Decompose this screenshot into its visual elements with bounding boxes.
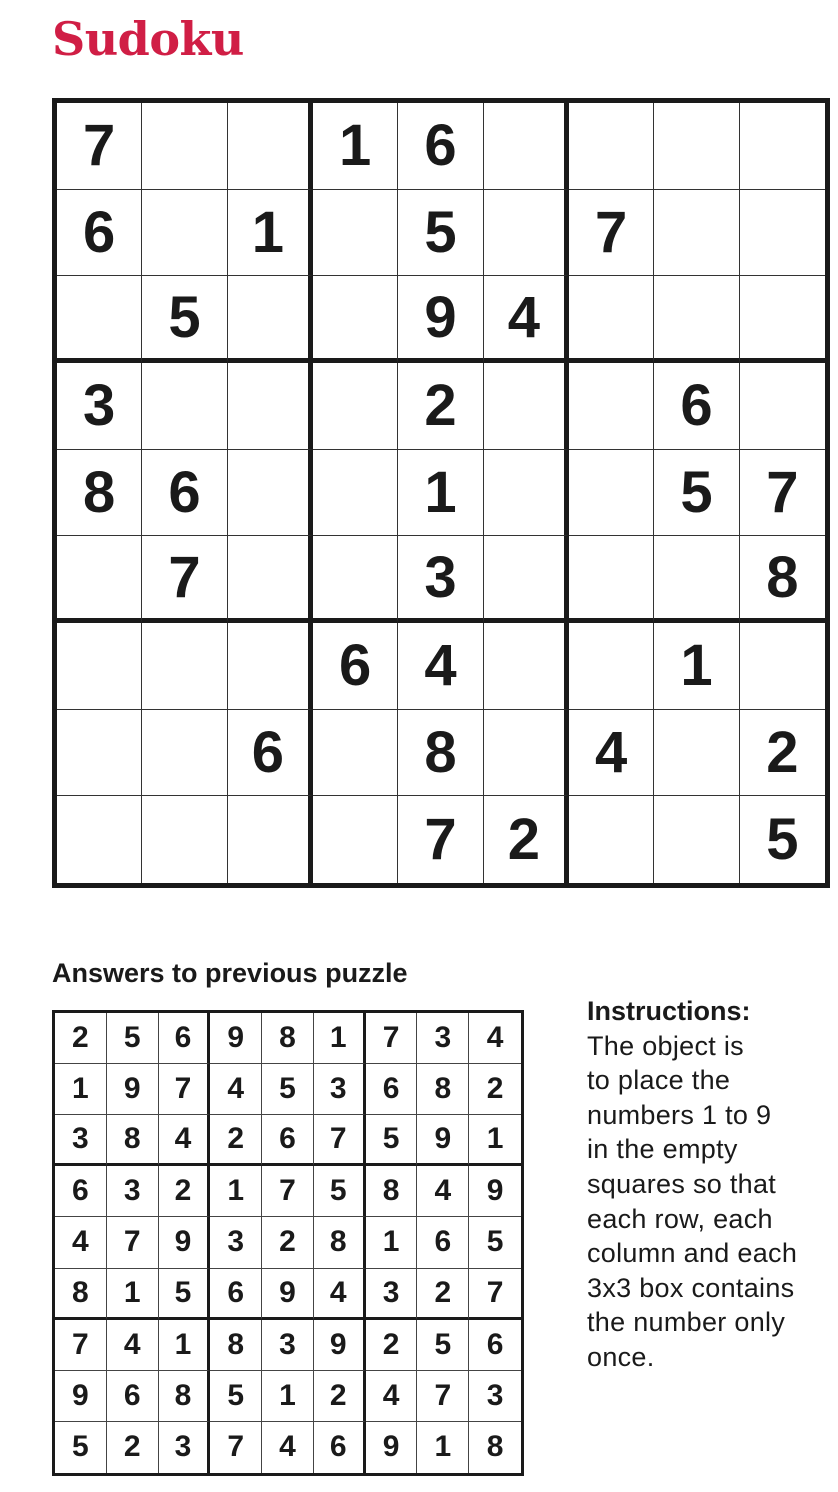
puzzle-cell-r3c5[interactable]: 9 [398,276,483,363]
answer-cell-r4c5: 7 [262,1166,314,1217]
answer-cell-r8c3: 8 [159,1371,211,1422]
puzzle-cell-r9c5[interactable]: 7 [398,796,483,883]
puzzle-cell-r1c5[interactable]: 6 [398,103,483,190]
answer-cell-r2c3: 7 [159,1064,211,1115]
puzzle-cell-r4c2[interactable] [142,363,227,450]
puzzle-cell-r6c6[interactable] [484,536,569,623]
answer-cell-r4c7: 8 [366,1166,418,1217]
puzzle-cell-r8c3[interactable]: 6 [228,710,313,797]
puzzle-cell-r4c5[interactable]: 2 [398,363,483,450]
puzzle-cell-r7c4[interactable]: 6 [313,623,398,710]
answer-cell-r2c6: 3 [314,1064,366,1115]
answer-cell-r4c6: 5 [314,1166,366,1217]
answer-cell-r1c6: 1 [314,1013,366,1064]
answer-cell-r8c2: 6 [107,1371,159,1422]
puzzle-cell-r8c8[interactable] [654,710,739,797]
answer-cell-r8c9: 3 [469,1371,521,1422]
puzzle-cell-r4c4[interactable] [313,363,398,450]
puzzle-cell-r4c9[interactable] [740,363,825,450]
puzzle-cell-r5c7[interactable] [569,450,654,537]
answer-cell-r1c3: 6 [159,1013,211,1064]
answer-cell-r8c1: 9 [55,1371,107,1422]
puzzle-cell-r7c9[interactable] [740,623,825,710]
puzzle-cell-r1c2[interactable] [142,103,227,190]
puzzle-cell-r3c3[interactable] [228,276,313,363]
answer-cell-r3c3: 4 [159,1115,211,1166]
answer-cell-r6c5: 9 [262,1269,314,1320]
answer-cell-r9c7: 9 [366,1422,418,1473]
sudoku-puzzle-grid [52,98,830,888]
puzzle-cell-r5c1[interactable]: 8 [57,450,142,537]
puzzle-cell-r4c8[interactable]: 6 [654,363,739,450]
answer-cell-r3c8: 9 [417,1115,469,1166]
answer-cell-r1c5: 8 [262,1013,314,1064]
answer-cell-r7c1: 7 [55,1320,107,1371]
answer-cell-r5c9: 5 [469,1217,521,1268]
answer-cell-r5c6: 8 [314,1217,366,1268]
answer-cell-r2c9: 2 [469,1064,521,1115]
puzzle-cell-r2c1[interactable]: 6 [57,190,142,277]
answer-cell-r7c5: 3 [262,1320,314,1371]
puzzle-cell-r2c2[interactable] [142,190,227,277]
answer-cell-r3c5: 6 [262,1115,314,1166]
puzzle-cell-r1c8[interactable] [654,103,739,190]
answer-cell-r5c8: 6 [417,1217,469,1268]
puzzle-cell-r5c2[interactable]: 6 [142,450,227,537]
puzzle-cell-r1c1[interactable]: 7 [57,103,142,190]
puzzle-cell-r1c9[interactable] [740,103,825,190]
answer-cell-r4c2: 3 [107,1166,159,1217]
answer-grid [52,1010,524,1476]
puzzle-cell-r5c8[interactable]: 5 [654,450,739,537]
puzzle-cell-r3c9[interactable] [740,276,825,363]
puzzle-cell-r7c3[interactable] [228,623,313,710]
puzzle-cell-r3c2[interactable]: 5 [142,276,227,363]
answer-cell-r4c3: 2 [159,1166,211,1217]
puzzle-cell-r5c3[interactable] [228,450,313,537]
answer-cell-r3c7: 5 [366,1115,418,1166]
puzzle-cell-r5c6[interactable] [484,450,569,537]
puzzle-cell-r6c7[interactable] [569,536,654,623]
answer-cell-r8c7: 4 [366,1371,418,1422]
answer-cell-r6c4: 6 [210,1269,262,1320]
puzzle-cell-r6c8[interactable] [654,536,739,623]
instructions-block [587,994,832,1375]
puzzle-cell-r6c9[interactable]: 8 [740,536,825,623]
puzzle-cell-r7c8[interactable]: 1 [654,623,739,710]
answer-cell-r7c8: 5 [417,1320,469,1371]
answer-cell-r5c4: 3 [210,1217,262,1268]
puzzle-cell-r3c4[interactable] [313,276,398,363]
puzzle-cell-r8c2[interactable] [142,710,227,797]
puzzle-cell-r8c7[interactable]: 4 [569,710,654,797]
answer-cell-r1c8: 3 [417,1013,469,1064]
answer-cell-r1c9: 4 [469,1013,521,1064]
puzzle-cell-r4c7[interactable] [569,363,654,450]
puzzle-cell-r2c5[interactable]: 5 [398,190,483,277]
puzzle-cell-r3c7[interactable] [569,276,654,363]
puzzle-cell-r1c7[interactable] [569,103,654,190]
page-title: Sudoku [52,12,244,66]
instructions-title: Instructions: [587,996,751,1026]
answer-cell-r4c8: 4 [417,1166,469,1217]
answer-cell-r9c6: 6 [314,1422,366,1473]
puzzle-cell-r9c2[interactable] [142,796,227,883]
puzzle-cell-r9c1[interactable] [57,796,142,883]
puzzle-cell-r3c1[interactable] [57,276,142,363]
answer-cell-r6c1: 8 [55,1269,107,1320]
puzzle-cell-r2c7[interactable]: 7 [569,190,654,277]
puzzle-cell-r6c3[interactable] [228,536,313,623]
answer-cell-r9c8: 1 [417,1422,469,1473]
answer-cell-r3c2: 8 [107,1115,159,1166]
puzzle-cell-r5c9[interactable]: 7 [740,450,825,537]
answer-cell-r8c8: 7 [417,1371,469,1422]
puzzle-cell-r1c4[interactable]: 1 [313,103,398,190]
answer-cell-r7c4: 8 [210,1320,262,1371]
answer-cell-r9c5: 4 [262,1422,314,1473]
answer-cell-r7c7: 2 [366,1320,418,1371]
puzzle-cell-r8c6[interactable] [484,710,569,797]
answer-cell-r2c1: 1 [55,1064,107,1115]
puzzle-cell-r9c3[interactable] [228,796,313,883]
answer-cell-r2c7: 6 [366,1064,418,1115]
answer-cell-r6c2: 1 [107,1269,159,1320]
answer-cell-r5c1: 4 [55,1217,107,1268]
answer-cell-r9c4: 7 [210,1422,262,1473]
answer-cell-r5c5: 2 [262,1217,314,1268]
answer-cell-r6c6: 4 [314,1269,366,1320]
puzzle-cell-r8c9[interactable]: 2 [740,710,825,797]
puzzle-cell-r2c4[interactable] [313,190,398,277]
answer-cell-r8c4: 5 [210,1371,262,1422]
answer-cell-r1c2: 5 [107,1013,159,1064]
puzzle-cell-r6c5[interactable]: 3 [398,536,483,623]
puzzle-cell-r6c4[interactable] [313,536,398,623]
answer-cell-r1c7: 7 [366,1013,418,1064]
puzzle-cell-r3c6[interactable]: 4 [484,276,569,363]
answer-cell-r9c3: 3 [159,1422,211,1473]
puzzle-cell-r8c4[interactable] [313,710,398,797]
answer-cell-r2c4: 4 [210,1064,262,1115]
puzzle-cell-r9c4[interactable] [313,796,398,883]
puzzle-cell-r2c3[interactable]: 1 [228,190,313,277]
puzzle-cell-r1c3[interactable] [228,103,313,190]
answer-cell-r5c3: 9 [159,1217,211,1268]
answer-cell-r6c8: 2 [417,1269,469,1320]
puzzle-cell-r2c6[interactable] [484,190,569,277]
answer-cell-r7c3: 1 [159,1320,211,1371]
answer-cell-r4c9: 9 [469,1166,521,1217]
answer-cell-r2c2: 9 [107,1064,159,1115]
answer-cell-r7c6: 9 [314,1320,366,1371]
answer-cell-r9c1: 5 [55,1422,107,1473]
answer-cell-r7c2: 4 [107,1320,159,1371]
puzzle-cell-r7c5[interactable]: 4 [398,623,483,710]
puzzle-cell-r7c6[interactable] [484,623,569,710]
answer-cell-r3c1: 3 [55,1115,107,1166]
instructions-body: The object is to place the numbers 1 to 9 in the empty squares so that each row, each column and each 3x3 box contains the number only once. [587,1030,798,1372]
answer-cell-r1c4: 9 [210,1013,262,1064]
puzzle-cell-r1c6[interactable] [484,103,569,190]
answer-cell-r8c5: 1 [262,1371,314,1422]
answer-cell-r9c9: 8 [486,1430,504,1464]
puzzle-cell-r7c7[interactable] [569,623,654,710]
answer-cell-r7c9: 6 [469,1320,521,1371]
answer-cell-r3c6: 7 [314,1115,366,1166]
answer-cell-r5c2: 7 [107,1217,159,1268]
puzzle-cell-r6c2[interactable]: 7 [142,536,227,623]
answer-cell-r2c8: 8 [417,1064,469,1115]
puzzle-cell-r4c3[interactable] [228,363,313,450]
answer-cell-r4c4: 1 [210,1166,262,1217]
puzzle-cell-r2c8[interactable] [654,190,739,277]
puzzle-cell-r4c6[interactable] [484,363,569,450]
answer-cell-r6c7: 3 [366,1269,418,1320]
puzzle-cell-r2c9[interactable] [740,190,825,277]
puzzle-cell-r9c7[interactable] [569,796,654,883]
answer-cell-r3c9: 1 [469,1115,521,1166]
puzzle-cell-r7c1[interactable] [57,623,142,710]
answer-cell-r9c2: 2 [107,1422,159,1473]
puzzle-cell-r4c1[interactable]: 3 [57,363,142,450]
puzzle-cell-r8c1[interactable] [57,710,142,797]
answer-cell-r8c6: 2 [314,1371,366,1422]
puzzle-cell-r3c8[interactable] [654,276,739,363]
puzzle-cell-r7c2[interactable] [142,623,227,710]
puzzle-cell-r9c8[interactable] [654,796,739,883]
answer-cell-r4c1: 6 [55,1166,107,1217]
answer-cell-r1c1: 2 [55,1013,107,1064]
answer-cell-r6c3: 5 [159,1269,211,1320]
puzzle-cell-r6c1[interactable] [57,536,142,623]
answer-cell-r6c9: 7 [469,1269,521,1320]
puzzle-cell-r8c5[interactable]: 8 [398,710,483,797]
puzzle-cell-r5c5[interactable]: 1 [398,450,483,537]
puzzle-cell-r9c6[interactable]: 2 [484,796,569,883]
answer-cell-r5c7: 1 [366,1217,418,1268]
puzzle-cell-r5c4[interactable] [313,450,398,537]
answer-cell-r2c5: 5 [262,1064,314,1115]
answer-cell-r3c4: 2 [210,1115,262,1166]
puzzle-cell-r9c9[interactable]: 5 [766,807,799,873]
answers-heading: Answers to previous puzzle [52,958,408,988]
